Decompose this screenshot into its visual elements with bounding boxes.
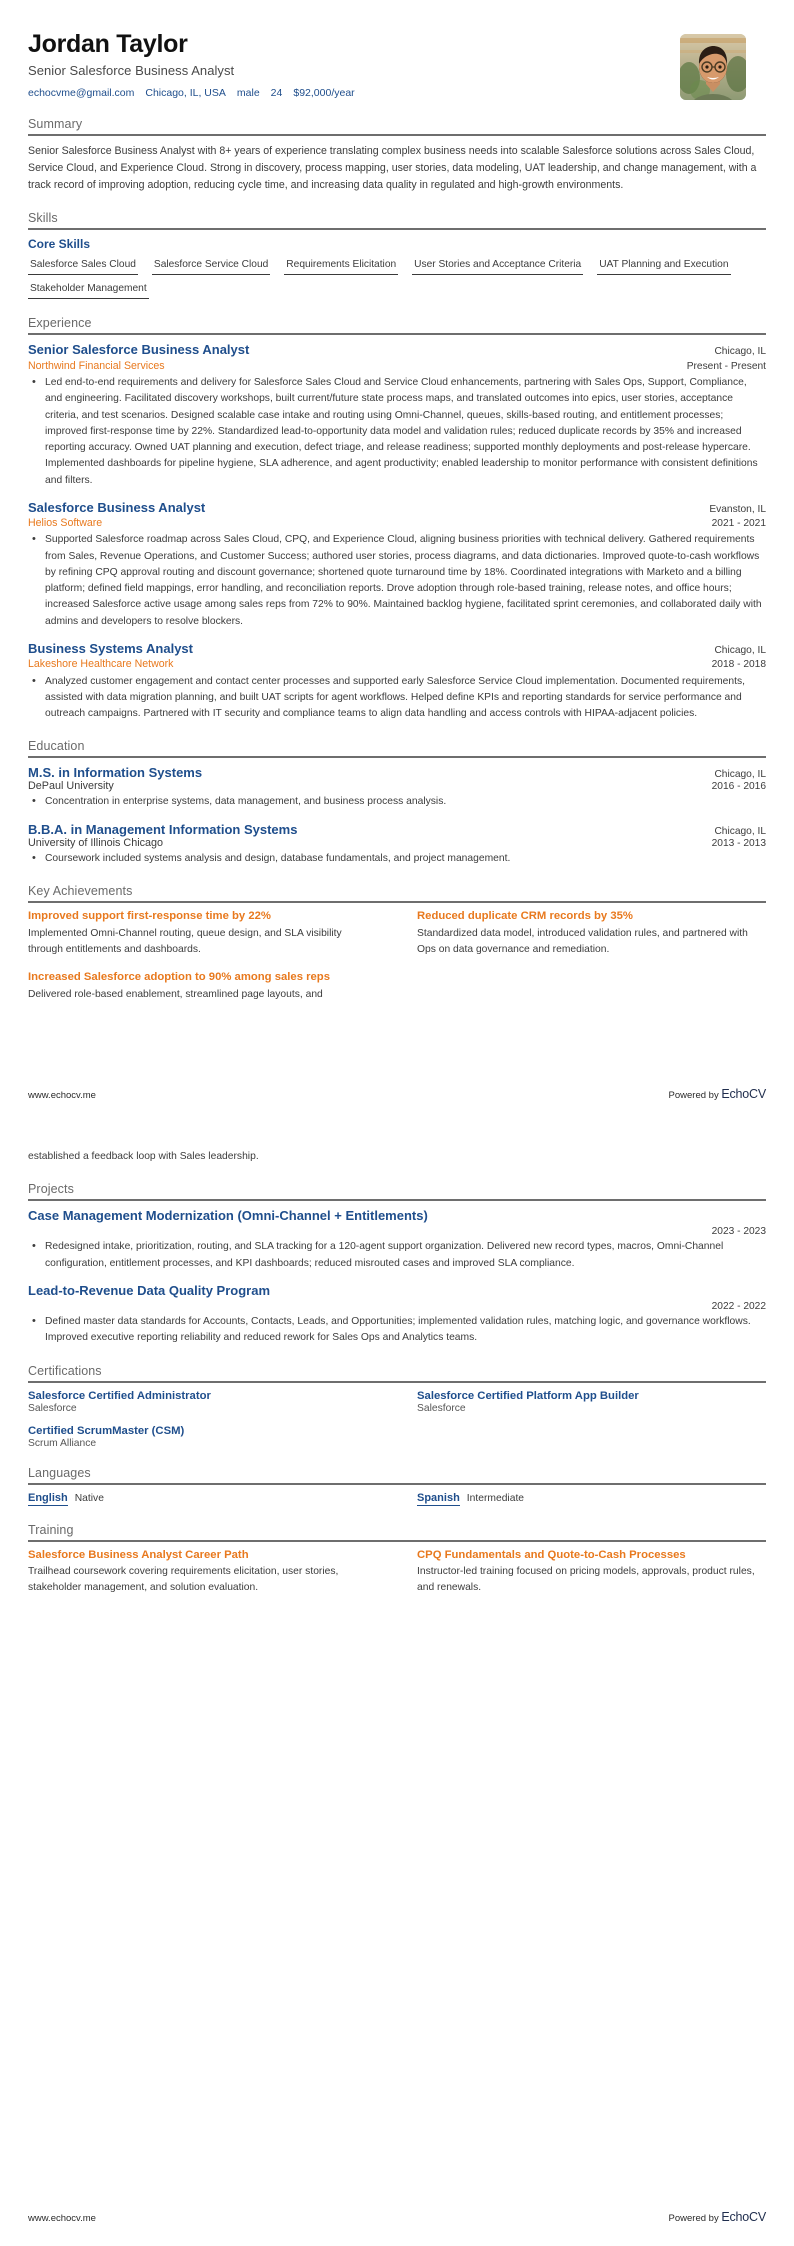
section-key-achievements — [28, 884, 766, 1003]
education-entry — [28, 765, 766, 810]
education-dates: 2016 - 2016 — [711, 781, 766, 793]
section-education — [28, 739, 766, 867]
section-heading-skills: Skills — [28, 211, 58, 226]
experience-bullets — [28, 674, 766, 723]
footer-brand-name: EchoCV — [721, 1087, 766, 1101]
section-divider — [28, 134, 766, 136]
language-item — [28, 1492, 377, 1506]
section-divider — [28, 756, 766, 758]
experience-dates: Present - Present — [686, 360, 766, 372]
language-item — [417, 1492, 766, 1506]
summary-text: Senior Salesforce Business Analyst with 8+ years of experience translating complex business needs into scalable Salesforce solutions across Sales Cloud, Service Cloud, and Experience Cloud. Strong in discovery, process mapping, user stories, data modeling, UAT leadership, and change management, with a track record of improving adoption, reducing cycle time, and increasing data quality in regulated and high-growth environments. — [28, 145, 757, 192]
experience-bullets — [28, 375, 766, 489]
training-title: Salesforce Business Analyst Career Path — [28, 1548, 249, 1561]
experience-bullets — [28, 532, 766, 630]
section-divider — [28, 228, 766, 230]
key-achievement-item — [28, 971, 377, 1003]
section-divider — [28, 1199, 766, 1201]
skill-tag: User Stories and Acceptance Criteria — [412, 258, 583, 275]
experience-organization: Helios Software — [28, 517, 103, 530]
bullet-item: • Redesigned intake, prioritization, routing, and SLA tracking for a 120-agent support organization. Delivered new record types, macros, Omni-Channel configuration, entitlement processes, and KPI dashboards; reduced misrouted cases and improved SLA compliance. — [41, 1239, 766, 1272]
key-achievement-item — [417, 910, 766, 958]
education-school: University of Illinois Chicago — [28, 836, 164, 849]
education-dates: 2013 - 2013 — [711, 837, 766, 849]
experience-location: Chicago, IL — [714, 645, 766, 657]
certification-name: Certified ScrumMaster (CSM) — [28, 1424, 185, 1437]
experience-role: Business Systems Analyst — [28, 641, 193, 657]
project-name: Lead-to-Revenue Data Quality Program — [28, 1282, 270, 1298]
section-projects — [28, 1182, 766, 1347]
experience-dates: 2021 - 2021 — [711, 518, 766, 530]
bullet-item: • Concentration in enterprise systems, data management, and business process analysis. — [41, 794, 766, 810]
skill-list — [28, 258, 766, 299]
achievement-description-continued: established a feedback loop with Sales leadership. — [28, 1151, 259, 1162]
bullet-item: • Led end-to-end requirements and delivery for Salesforce Sales Cloud and Service Cloud enhancements, partnering with Sales Ops, Support, Compliance, and engineering. Facilitated discovery workshops, built current/future state process maps, and translated outcomes into epics, user stories, acceptance criteria, and test scenarios. Designed scalable case intake and routing using Omni-Channel, queues, skills-based routing, and entitlement processes; improved first-response time by 22%. Standardized lead-to-opportunity data model and validation rules; reduced duplicate records by 35% and increased reporting accuracy. Owned UAT planning and execution, defect triage, and release readiness; supported monthly deployments and post-release hypercare. Implemented dashboards for pipeline hygiene, SLA adherence, and agent productivity; enabled leadership to monitor performance with consistent definitions and filters. — [41, 375, 766, 489]
section-heading-languages: Languages — [28, 1465, 91, 1480]
section-experience — [28, 316, 766, 722]
language-name: English — [28, 1491, 68, 1504]
achievement-title: Increased Salesforce adoption to 90% among sales reps — [28, 971, 330, 984]
experience-dates: 2018 - 2018 — [711, 659, 766, 671]
job-title: Senior Salesforce Business Analyst — [28, 63, 235, 78]
key-achievement-spacer — [417, 971, 766, 1003]
contact-location: Chicago, IL, USA — [145, 87, 226, 99]
education-degree: M.S. in Information Systems — [28, 765, 203, 781]
certification-item — [28, 1425, 377, 1449]
contact-age: 24 — [270, 87, 283, 99]
project-bullets — [28, 1239, 766, 1272]
experience-location: Chicago, IL — [714, 346, 766, 358]
experience-entry — [28, 342, 766, 488]
section-summary — [28, 117, 766, 194]
project-bullets — [28, 1314, 766, 1347]
achievement-title: Improved support first-response time by 22% — [28, 909, 271, 922]
education-school: DePaul University — [28, 780, 114, 793]
achievement-description: Standardized data model, introduced validation rules, and partnered with Ops on data governance and remediation. — [417, 927, 748, 955]
footer-brand — [669, 2210, 766, 2224]
language-level: Native — [74, 1492, 104, 1504]
contact-gender: male — [236, 87, 260, 99]
certifications-grid — [28, 1390, 766, 1449]
resume-page-2 — [0, 1123, 794, 2246]
project-dates: 2022 - 2022 — [711, 1301, 766, 1313]
footer-url[interactable]: www.echocv.me — [28, 2213, 96, 2224]
project-entry — [28, 1283, 766, 1347]
section-heading-summary: Summary — [28, 117, 83, 131]
contact-line — [28, 87, 355, 99]
section-divider — [28, 333, 766, 335]
bullet-item: • Supported Salesforce roadmap across Sales Cloud, CPQ, and Experience Cloud, aligning business priorities with technical delivery. Gathered requirements from Sales, Revenue Operations, and Customer Success; authored user stories, process diagrams, and data dictionaries. Improved quote-to-cash workflows by refining CPQ approval routing and discount governance; shortened quote turnaround time by 18%. Coordinated integrations with Marketo and a billing platform; defined field mappings, error handling, and reconciliation reports. Drove adoption through role-based training, release notes, and office hours; increased Salesforce active usage among sales reps from 72% to 90%. Maintained backlog hygiene, facilitated sprint ceremonies, and collaborated daily with admins and developers to resolve blockers. — [41, 532, 766, 630]
section-heading-experience: Experience — [28, 316, 92, 331]
section-divider — [28, 901, 766, 903]
section-skills — [28, 211, 766, 299]
project-entry — [28, 1208, 766, 1272]
project-name: Case Management Modernization (Omni-Channel + Entitlements) — [28, 1208, 428, 1224]
certification-item — [28, 1390, 377, 1414]
page-footer — [28, 1087, 766, 1101]
certification-issuer: Salesforce — [417, 1402, 466, 1414]
bullet-item: • Analyzed customer engagement and contact center processes and supported early Salesforce Service Cloud implementation. Documented requirements, assisted with data migration planning, and built UAT scripts for agent workflows. Helped define KPIs and reporting standards for service performance and outreach campaigns. Partnered with IT security and compliance teams to align data handling and access controls with HIPAA-adjacent policies. — [41, 674, 766, 723]
skill-tag: Salesforce Service Cloud — [152, 258, 270, 275]
education-location: Chicago, IL — [714, 769, 766, 781]
section-divider — [28, 1483, 766, 1485]
footer-brand-name: EchoCV — [721, 2210, 766, 2224]
section-heading-training: Training — [28, 1522, 74, 1537]
training-item — [28, 1549, 377, 1596]
footer-url[interactable]: www.echocv.me — [28, 1090, 96, 1101]
certification-item — [417, 1390, 766, 1414]
experience-organization: Lakeshore Healthcare Network — [28, 658, 174, 671]
skill-group-label: Core Skills — [28, 237, 91, 252]
section-certifications — [28, 1364, 766, 1449]
skill-tag: Requirements Elicitation — [284, 258, 398, 275]
education-entry — [28, 822, 766, 867]
language-name: Spanish — [417, 1491, 460, 1504]
skill-tag: Stakeholder Management — [28, 282, 149, 299]
project-dates: 2023 - 2023 — [711, 1226, 766, 1238]
contact-email[interactable]: echocvme@gmail.com — [28, 87, 135, 99]
page-title: Jordan Taylor — [28, 30, 188, 58]
page-footer — [28, 2210, 766, 2224]
experience-entry — [28, 641, 766, 722]
section-heading-education: Education — [28, 739, 85, 754]
section-heading-key-achievements: Key Achievements — [28, 883, 133, 898]
bullet-item: • Coursework included systems analysis and design, database fundamentals, and project management. — [41, 851, 766, 867]
key-achievements-grid — [28, 910, 766, 1003]
achievement-description: Delivered role-based enablement, streamlined page layouts, and — [28, 989, 323, 1001]
skill-tag: UAT Planning and Execution — [597, 258, 730, 275]
languages-grid — [28, 1492, 766, 1506]
education-degree: B.B.A. in Management Information Systems — [28, 821, 298, 837]
certification-name: Salesforce Certified Administrator — [28, 1389, 211, 1402]
footer-powered-by-label: Powered by — [668, 1090, 722, 1101]
education-bullets — [28, 794, 766, 810]
section-languages — [28, 1466, 766, 1506]
skill-tag: Salesforce Sales Cloud — [28, 258, 138, 275]
experience-organization: Northwind Financial Services — [28, 359, 165, 372]
section-training — [28, 1523, 766, 1596]
resume-header — [28, 26, 766, 100]
certification-spacer — [417, 1425, 766, 1449]
footer-brand — [669, 1087, 766, 1101]
avatar — [680, 34, 746, 100]
certification-name: Salesforce Certified Platform App Builder — [417, 1389, 639, 1402]
experience-role: Salesforce Business Analyst — [28, 499, 206, 515]
achievement-title: Reduced duplicate CRM records by 35% — [417, 909, 633, 922]
section-divider — [28, 1381, 766, 1383]
experience-location: Evanston, IL — [709, 503, 766, 515]
training-description: Instructor-led training focused on pricing models, approvals, product rules, and renewals. — [417, 1565, 755, 1593]
training-grid — [28, 1549, 766, 1596]
contact-salary: $92,000/year — [293, 87, 355, 99]
bullet-item: • Defined master data standards for Accounts, Contacts, Leads, and Opportunities; implemented validation rules, matching logic, and governance workflows. Improved executive reporting reliability and reduced rework for Sales Ops and Analytics teams. — [41, 1314, 766, 1347]
section-heading-certifications: Certifications — [28, 1363, 102, 1378]
experience-entry — [28, 500, 766, 630]
training-description: Trailhead coursework covering requirements elicitation, user stories, stakeholder management, and solution evaluation. — [28, 1565, 339, 1593]
certification-issuer: Salesforce — [28, 1402, 77, 1414]
section-divider — [28, 1540, 766, 1542]
key-achievement-item — [28, 910, 377, 958]
achievement-description: Implemented Omni-Channel routing, queue design, and SLA visibility through entitlements and dashboards. — [28, 927, 342, 955]
training-title: CPQ Fundamentals and Quote-to-Cash Processes — [417, 1548, 686, 1561]
footer-powered-by-label: Powered by — [668, 2213, 722, 2224]
training-item — [417, 1549, 766, 1596]
section-heading-projects: Projects — [28, 1182, 74, 1197]
education-location: Chicago, IL — [714, 825, 766, 837]
certification-issuer: Scrum Alliance — [28, 1437, 97, 1449]
education-bullets — [28, 851, 766, 867]
language-level: Intermediate — [466, 1492, 525, 1504]
experience-role: Senior Salesforce Business Analyst — [28, 342, 250, 358]
header-text-block — [28, 26, 355, 99]
